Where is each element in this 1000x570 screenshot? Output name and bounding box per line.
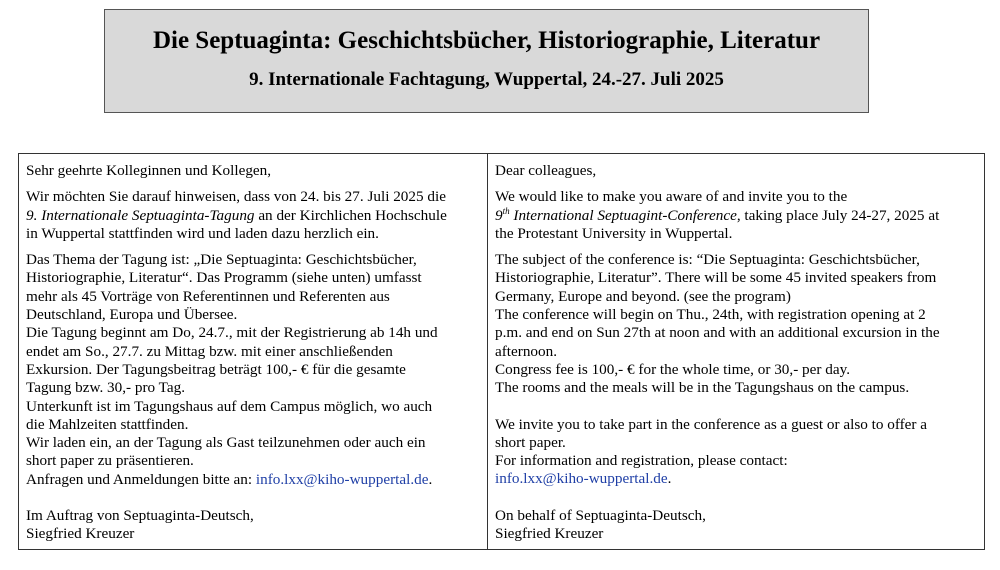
- spacer: [495, 489, 978, 507]
- german-intro-line: in Wuppertal stattfinden wird und laden dazu herzlich ein.: [26, 224, 379, 242]
- german-body-line: Tagung bzw. 30,- pro Tag.: [26, 379, 185, 397]
- english-body-line: afternoon.: [495, 342, 557, 360]
- german-intro-line: Wir möchten Sie darauf hinweisen, dass von 24. bis 27. Juli 2025 die: [26, 188, 446, 206]
- german-intro-text: an der Kirchlichen Hochschule: [254, 206, 447, 224]
- english-email-link[interactable]: info.lxx@kiho-wuppertal.de: [495, 470, 668, 488]
- german-body-line: Exkursion. Der Tagungsbeitrag beträgt 100,- € für die gesamte: [26, 360, 406, 378]
- german-contact-line: [26, 471, 481, 489]
- english-intro: [495, 188, 978, 243]
- german-body-line: Deutschland, Europa und Übersee.: [26, 306, 238, 324]
- german-body: [26, 251, 481, 489]
- german-intro-line: [26, 207, 481, 225]
- english-body-line: Historiographie, Literatur”. There will be some 45 invited speakers from: [495, 269, 937, 287]
- english-conference-name: International Septuagint-Conference: [509, 206, 737, 224]
- german-contact-label: Anfragen und Anmeldungen bitte an:: [26, 470, 256, 488]
- english-intro-line: [495, 207, 978, 225]
- german-body-line: Das Thema der Tagung ist: „Die Septuaginta: Geschichtsbücher,: [26, 251, 417, 269]
- english-intro-text: , taking place July 24-27, 2025 at: [736, 206, 940, 224]
- english-invite-line: short paper.: [495, 433, 566, 451]
- english-invite-line: For information and registration, please contact:: [495, 452, 788, 470]
- german-email-link[interactable]: info.lxx@kiho-wuppertal.de: [255, 470, 429, 488]
- letter-table: [18, 153, 985, 550]
- english-ordinal-suffix: th: [502, 205, 510, 216]
- english-column: [488, 154, 984, 549]
- english-body-line: The subject of the conference is: “Die Septuaginta: Geschichtsbücher,: [495, 251, 920, 269]
- english-body-line: The conference will begin on Thu., 24th, with registration opening at 2: [495, 306, 926, 324]
- german-body-line: Historiographie, Literatur“. Das Programm (siehe unten) umfasst: [26, 269, 422, 287]
- english-body-line: p.m. and end on Sun 27th at noon and with an additional excursion in the: [495, 324, 940, 342]
- german-body-line: Wir laden ein, an der Tagung als Gast teilzunehmen oder auch ein: [26, 434, 426, 452]
- german-column: [19, 154, 488, 549]
- english-greeting: Dear colleagues,: [495, 162, 597, 179]
- german-body-line: Die Tagung beginnt am Do, 24.7., mit der Registrierung ab 14h und: [26, 324, 438, 342]
- german-body-line: Unterkunft ist im Tagungshaus auf dem Campus möglich, wo auch: [26, 397, 433, 415]
- german-intro: [26, 188, 481, 243]
- english-intro-line: We would like to make you aware of and invite you to the: [495, 188, 848, 206]
- english-signature: Siegfried Kreuzer: [495, 525, 604, 543]
- english-invite-line: We invite you to take part in the conference as a guest or also to offer a: [495, 415, 928, 433]
- spacer: [495, 398, 978, 416]
- english-signoff: On behalf of Septuaginta-Deutsch,: [495, 506, 706, 524]
- english-body: [495, 251, 978, 397]
- german-body-line: mehr als 45 Vorträge von Referentinnen und Referenten aus: [26, 287, 390, 305]
- english-body-line: Congress fee is 100,- € for the whole time, or 30,- per day.: [495, 360, 850, 378]
- english-contact-line: [495, 470, 978, 488]
- german-body-line: short paper zu präsentieren.: [26, 452, 194, 470]
- header-box: [104, 9, 869, 113]
- spacer: [26, 489, 481, 507]
- german-greeting: Sehr geehrte Kolleginnen und Kollegen,: [26, 162, 272, 179]
- german-conference-name: 9. Internationale Septuaginta-Tagung: [26, 206, 255, 224]
- page-title: Die Septuaginta: Geschichtsbücher, Historiographie, Literatur: [152, 27, 821, 54]
- page-subtitle: 9. Internationale Fachtagung, Wuppertal, 24.-27. Juli 2025: [249, 69, 724, 90]
- english-body-line: Germany, Europe and beyond. (see the program): [495, 287, 791, 305]
- english-ordinal-number: 9: [495, 206, 503, 224]
- german-contact-suffix: .: [428, 470, 433, 488]
- english-contact-suffix: .: [667, 470, 672, 488]
- english-body-line: The rooms and the meals will be in the Tagungshaus on the campus.: [495, 379, 910, 397]
- german-body-line: endet am So., 27.7. zu Mittag bzw. mit einer anschließenden: [26, 342, 393, 360]
- german-signoff: Im Auftrag von Septuaginta-Deutsch,: [26, 507, 254, 525]
- german-body-line: die Mahlzeiten stattfinden.: [26, 415, 189, 433]
- german-signature: Siegfried Kreuzer: [26, 525, 135, 543]
- english-intro-line: the Protestant University in Wuppertal.: [495, 224, 733, 242]
